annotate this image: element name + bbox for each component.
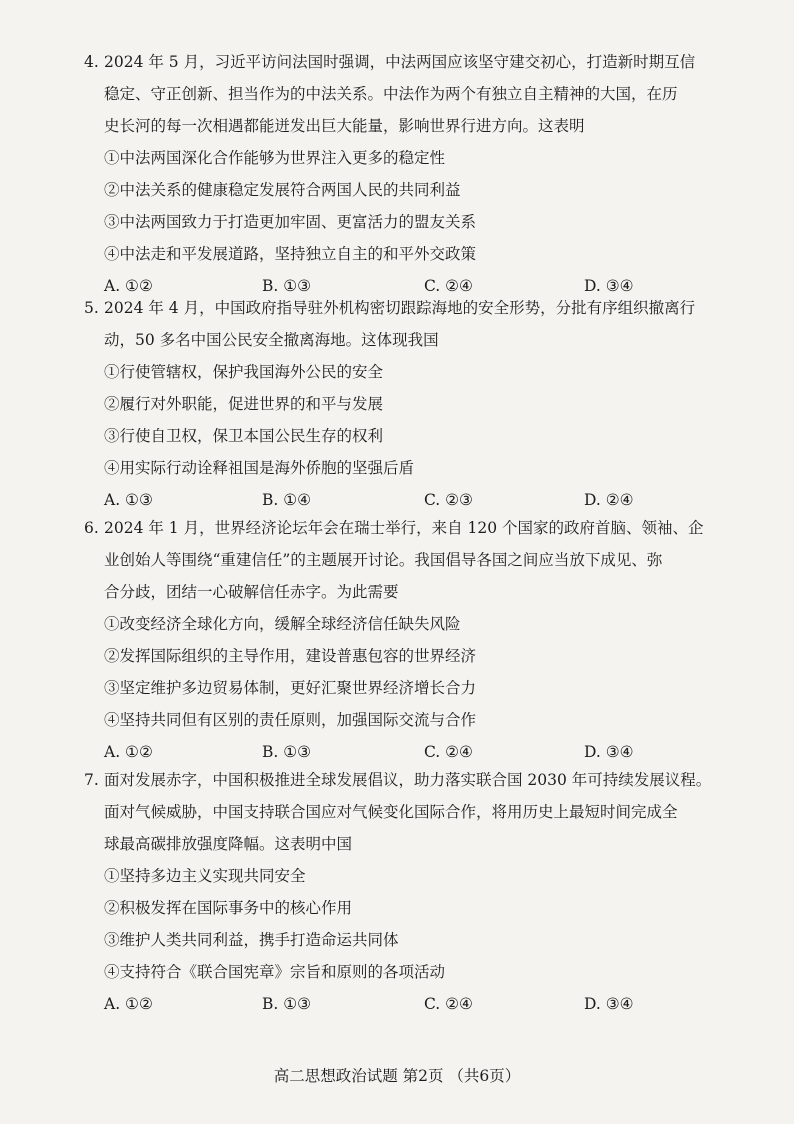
question-stem-line: 2024 年 4 月，中国政府指导驻外机构密切跟踪海地的安全形势，分批有序组织撤离行 [104,299,696,317]
question-stem-line: 2024 年 1 月，世界经济论坛年会在瑞士举行，来自 120 个国家的政府首脑、领袖、企 [104,519,704,537]
option-d: D. ②④ [584,491,634,509]
option-a: A. ①② [104,743,153,761]
option-a: A. ①② [104,995,153,1013]
question-stem-line: 面对发展赤字，中国积极推进全球发展倡议，助力落实联合国 2030 年可持续发展议程。 [104,771,712,789]
statement: ①行使管辖权，保护我国海外公民的安全 [104,363,384,381]
question-stem-line: 面对气候威胁，中国支持联合国应对气候变化国际合作，将用历史上最短时间完成全 [104,803,678,821]
question-stem-line: 2024 年 5 月，习近平访问法国时强调，中法两国应该坚守建交初心，打造新时期互信 [104,53,696,71]
option-a: A. ①② [104,277,153,295]
statement: ④支持符合《联合国宪章》宗旨和原则的各项活动 [104,963,446,981]
statement: ②发挥国际组织的主导作用，建设普惠包容的世界经济 [104,647,477,665]
statement: ②积极发挥在国际事务中的核心作用 [104,899,353,917]
option-c: C. ②④ [424,995,473,1013]
question-number: 5. [84,299,99,317]
option-c: C. ②④ [424,277,473,295]
question-number: 4. [84,53,99,71]
statement: ①坚持多边主义实现共同安全 [104,867,306,885]
option-b: B. ①③ [262,743,312,761]
option-d: D. ③④ [584,277,634,295]
statement: ④中法走和平发展道路，坚持独立自主的和平外交政策 [104,245,477,263]
option-c: C. ②④ [424,743,473,761]
statement: ①改变经济全球化方向，缓解全球经济信任缺失风险 [104,615,461,633]
question-stem-line: 合分歧，团结一心破解信任赤字。为此需要 [104,583,399,601]
question-number: 7. [84,771,99,789]
statement: ②中法关系的健康稳定发展符合两国人民的共同利益 [104,181,461,199]
statement: ①中法两国深化合作能够为世界注入更多的稳定性 [104,149,446,167]
option-c: C. ②③ [424,491,473,509]
question-stem-line: 稳定、守正创新、担当作为的中法关系。中法作为两个有独立自主精神的大国，在历 [104,85,678,103]
question-stem-line: 业创始人等围绕“重建信任”的主题展开讨论。我国倡导各国之间应当放下成见、弥 [104,551,663,569]
statement: ③中法两国致力于打造更加牢固、更富活力的盟友关系 [104,213,477,231]
page-footer: 高二思想政治试题 第2页 （共6页） [273,1067,521,1085]
option-b: B. ①④ [262,491,312,509]
question-stem-line: 史长河的每一次相遇都能迸发出巨大能量，影响世界行进方向。这表明 [104,117,585,135]
option-b: B. ①③ [262,995,312,1013]
option-b: B. ①③ [262,277,312,295]
statement: ④用实际行动诠释祖国是海外侨胞的坚强后盾 [104,459,415,477]
question-stem-line: 球最高碳排放强度降幅。这表明中国 [104,835,353,853]
statement: ③维护人类共同利益，携手打造命运共同体 [104,931,399,949]
option-d: D. ③④ [584,995,634,1013]
question-stem-line: 动，50 多名中国公民安全撤离海地。这体现我国 [104,331,439,349]
statement: ②履行对外职能，促进世界的和平与发展 [104,395,384,413]
option-d: D. ③④ [584,743,634,761]
option-a: A. ①③ [104,491,153,509]
question-number: 6. [84,519,99,537]
statement: ③坚定维护多边贸易体制，更好汇聚世界经济增长合力 [104,679,477,697]
statement: ④坚持共同但有区别的责任原则，加强国际交流与合作 [104,711,477,729]
statement: ③行使自卫权，保卫本国公民生存的权利 [104,427,384,445]
